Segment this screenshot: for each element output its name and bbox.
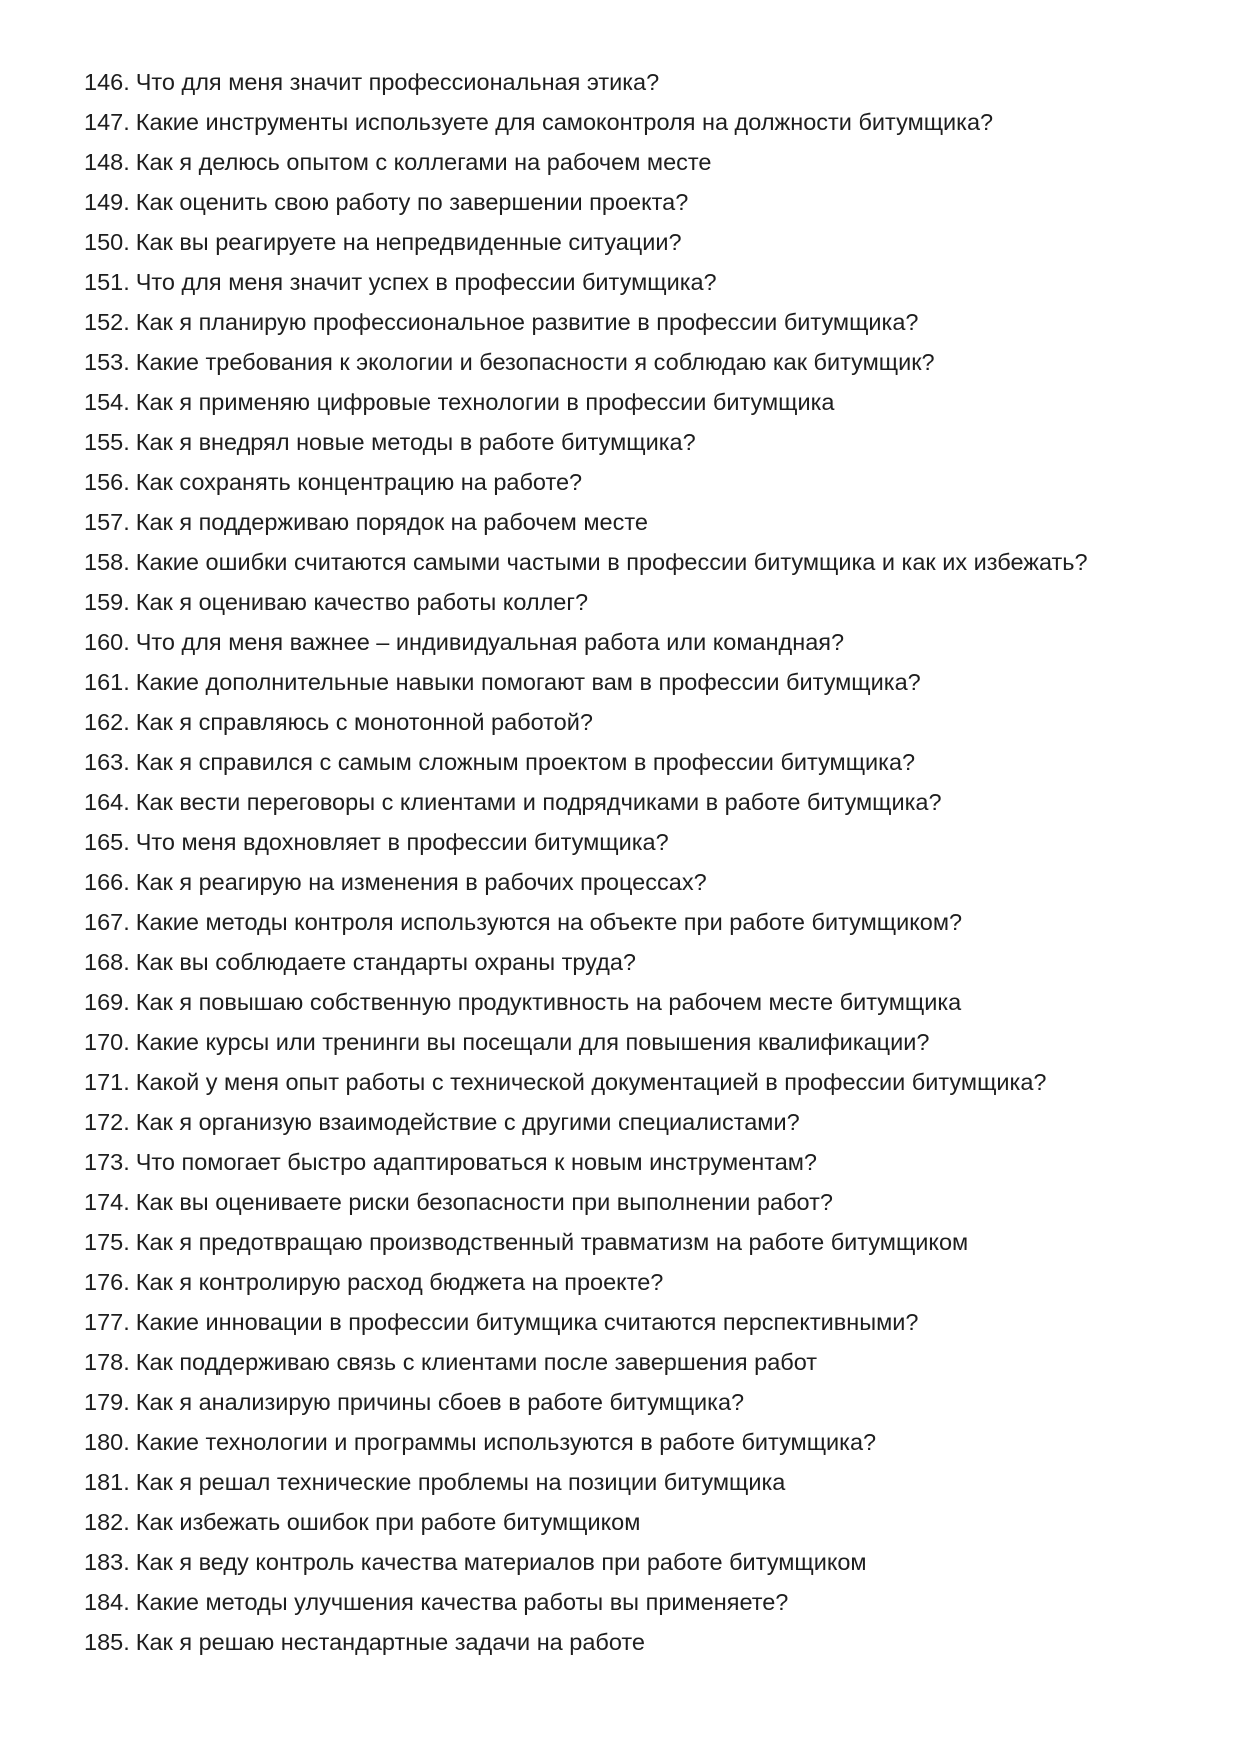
item-number: 162. — [84, 709, 130, 735]
item-number: 181. — [84, 1469, 130, 1495]
list-item — [84, 302, 1088, 342]
list-item — [84, 1502, 1088, 1542]
list-item — [84, 222, 1088, 262]
item-text: Что для меня значит успех в профессии битумщика? — [135, 269, 717, 295]
item-text: Что для меня важнее – индивидуальная работа или командная? — [135, 629, 845, 655]
item-text: Как вы соблюдаете стандарты охраны труда? — [135, 949, 636, 975]
item-text: Как я повышаю собственную продуктивность на рабочем месте битумщика — [135, 989, 962, 1015]
item-number: 180. — [84, 1429, 130, 1455]
item-text: Как я реагирую на изменения в рабочих процессах? — [135, 869, 707, 895]
list-item — [84, 542, 1088, 582]
list-item — [84, 142, 1088, 182]
item-number: 157. — [84, 509, 130, 535]
item-number: 147. — [84, 109, 130, 135]
item-number: 184. — [84, 1589, 130, 1615]
item-text: Как я поддерживаю порядок на рабочем месте — [135, 509, 648, 535]
list-item — [84, 502, 1088, 542]
item-text: Как избежать ошибок при работе битумщиком — [135, 1509, 641, 1535]
list-item — [84, 862, 1088, 902]
item-number: 151. — [84, 269, 130, 295]
item-number: 170. — [84, 1029, 130, 1055]
item-text: Какие технологии и программы используются в работе битумщика? — [135, 1429, 877, 1455]
item-number: 178. — [84, 1349, 130, 1375]
item-number: 154. — [84, 389, 130, 415]
list-item — [84, 1582, 1088, 1622]
item-text: Какие инструменты используете для самоконтроля на должности битумщика? — [135, 109, 994, 135]
list-item — [84, 1022, 1088, 1062]
item-text: Как я организую взаимодействие с другими специалистами? — [135, 1109, 800, 1135]
item-text: Как я справился с самым сложным проектом в профессии битумщика? — [135, 749, 916, 775]
item-text: Что для меня значит профессиональная этика? — [135, 69, 660, 95]
item-text: Как я оцениваю качество работы коллег? — [135, 589, 589, 615]
list-item — [84, 1102, 1088, 1142]
item-number: 168. — [84, 949, 130, 975]
item-number: 158. — [84, 549, 130, 575]
item-text: Что меня вдохновляет в профессии битумщика? — [135, 829, 669, 855]
item-number: 179. — [84, 1389, 130, 1415]
item-number: 163. — [84, 749, 130, 775]
item-text: Какие методы контроля используются на объекте при работе битумщиком? — [135, 909, 963, 935]
item-number: 164. — [84, 789, 130, 815]
item-text: Что помогает быстро адаптироваться к новым инструментам? — [135, 1149, 817, 1175]
list-item — [84, 902, 1088, 942]
item-number: 175. — [84, 1229, 130, 1255]
item-text: Как сохранять концентрацию на работе? — [135, 469, 583, 495]
list-item — [84, 822, 1088, 862]
item-text: Как я применяю цифровые технологии в профессии битумщика — [135, 389, 835, 415]
list-item — [84, 1182, 1088, 1222]
list-item — [84, 1262, 1088, 1302]
item-number: 185. — [84, 1629, 130, 1655]
item-text: Как я справляюсь с монотонной работой? — [135, 709, 593, 735]
item-number: 153. — [84, 349, 130, 375]
item-number: 146. — [84, 69, 130, 95]
item-number: 174. — [84, 1189, 130, 1215]
list-item — [84, 262, 1088, 302]
list-item — [84, 102, 1088, 142]
item-number: 176. — [84, 1269, 130, 1295]
item-text: Как я веду контроль качества материалов при работе битумщиком — [135, 1549, 867, 1575]
item-text: Какие дополнительные навыки помогают вам в профессии битумщика? — [135, 669, 921, 695]
item-number: 155. — [84, 429, 130, 455]
question-list — [84, 62, 1088, 1662]
item-text: Как я внедрял новые методы в работе битумщика? — [135, 429, 696, 455]
item-text: Как я анализирую причины сбоев в работе битумщика? — [135, 1389, 745, 1415]
list-item — [84, 742, 1088, 782]
list-item — [84, 1342, 1088, 1382]
item-text: Какие ошибки считаются самыми частыми в профессии битумщика и как их избежать? — [135, 549, 1088, 575]
list-item — [84, 342, 1088, 382]
item-number: 169. — [84, 989, 130, 1015]
item-number: 182. — [84, 1509, 130, 1535]
item-text: Как оценить свою работу по завершении проекта? — [135, 189, 689, 215]
list-item — [84, 622, 1088, 662]
item-number: 160. — [84, 629, 130, 655]
item-text: Какие требования к экологии и безопасности я соблюдаю как битумщик? — [135, 349, 935, 375]
item-number: 167. — [84, 909, 130, 935]
item-number: 150. — [84, 229, 130, 255]
list-item — [84, 982, 1088, 1022]
list-item — [84, 1142, 1088, 1182]
list-item — [84, 422, 1088, 462]
item-text: Как я решаю нестандартные задачи на работе — [135, 1629, 646, 1655]
item-text: Какие курсы или тренинги вы посещали для повышения квалификации? — [135, 1029, 930, 1055]
item-number: 166. — [84, 869, 130, 895]
item-number: 161. — [84, 669, 130, 695]
item-number: 172. — [84, 1109, 130, 1135]
list-item — [84, 1622, 1088, 1662]
list-item — [84, 582, 1088, 622]
list-item — [84, 182, 1088, 222]
item-text: Как я решал технические проблемы на позиции битумщика — [135, 1469, 786, 1495]
item-text: Как я предотвращаю производственный травматизм на работе битумщиком — [135, 1229, 969, 1255]
list-item — [84, 1462, 1088, 1502]
list-item — [84, 1422, 1088, 1462]
item-text: Как вы оцениваете риски безопасности при выполнении работ? — [135, 1189, 833, 1215]
item-number: 173. — [84, 1149, 130, 1175]
list-item — [84, 462, 1088, 502]
list-item — [84, 1222, 1088, 1262]
list-item — [84, 782, 1088, 822]
item-number: 148. — [84, 149, 130, 175]
list-item — [84, 382, 1088, 422]
list-item — [84, 1382, 1088, 1422]
list-item — [84, 1542, 1088, 1582]
item-number: 177. — [84, 1309, 130, 1335]
list-item — [84, 1062, 1088, 1102]
item-number: 171. — [84, 1069, 130, 1095]
item-number: 183. — [84, 1549, 130, 1575]
item-text: Как я делюсь опытом с коллегами на рабочем месте — [135, 149, 712, 175]
list-item — [84, 62, 1088, 102]
item-number: 152. — [84, 309, 130, 335]
item-text: Как я планирую профессиональное развитие в профессии битумщика? — [135, 309, 919, 335]
item-number: 165. — [84, 829, 130, 855]
item-text: Как поддерживаю связь с клиентами после завершения работ — [135, 1349, 818, 1375]
item-text: Какой у меня опыт работы с технической документацией в профессии битумщика? — [135, 1069, 1047, 1095]
item-number: 156. — [84, 469, 130, 495]
item-text: Как вести переговоры с клиентами и подрядчиками в работе битумщика? — [135, 789, 942, 815]
list-item — [84, 702, 1088, 742]
item-text: Какие методы улучшения качества работы вы применяете? — [135, 1589, 789, 1615]
list-item — [84, 1302, 1088, 1342]
item-number: 159. — [84, 589, 130, 615]
list-item — [84, 942, 1088, 982]
item-text: Какие инновации в профессии битумщика считаются перспективными? — [135, 1309, 919, 1335]
list-item — [84, 662, 1088, 702]
item-text: Как я контролирую расход бюджета на проекте? — [135, 1269, 664, 1295]
item-number: 149. — [84, 189, 130, 215]
item-text: Как вы реагируете на непредвиденные ситуации? — [135, 229, 682, 255]
